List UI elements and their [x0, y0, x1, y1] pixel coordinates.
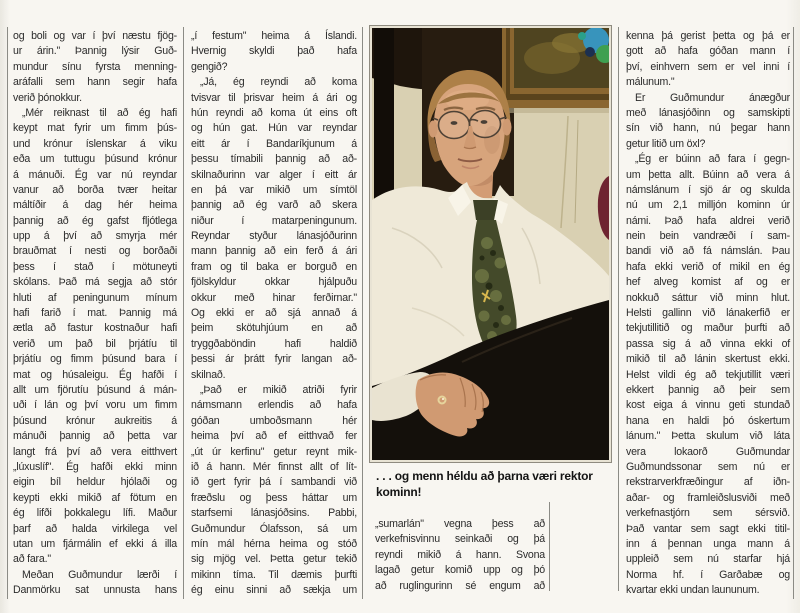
- article-column-1: [13, 29, 177, 598]
- text-line: Helsti gallinn við lánakerfið er: [626, 307, 790, 320]
- text-line: eða um tuttugu þúsund krónur: [13, 153, 177, 166]
- text-line: þrjátíu og fimm þúsund bara í: [13, 353, 177, 366]
- text-line: mundur sínu fyrsta menning-: [13, 60, 177, 73]
- text-line: skólans. Það má segja að stór: [13, 276, 177, 289]
- text-line: námi. Það hafa aldrei verið: [626, 214, 790, 227]
- text-line: verið þónokkur.: [13, 91, 82, 104]
- text-line: því, einhvern sem er vel inni í: [626, 60, 790, 73]
- column-rule-2-photo: [362, 27, 363, 599]
- photo-caption: [376, 469, 612, 500]
- text-line: mann þannig að ein ferð á ári: [191, 245, 357, 258]
- text-line: Það vantar sem sagt ekki titil-: [626, 522, 790, 535]
- text-line: þeim skötuhjúum en að: [191, 322, 357, 335]
- text-line: hafi farið í mat. Þannig má: [13, 307, 177, 320]
- text-line: þess í stað í mötuneyti: [13, 260, 177, 273]
- text-line: keypti ekki mikið af fötum en: [13, 491, 177, 504]
- text-line: og hún gat. Hún var reyndar: [191, 122, 357, 135]
- text-line: en þá var mikið um símtöl: [191, 183, 357, 196]
- text-line: á mánuði. Ég var nú reyndar: [13, 168, 177, 181]
- text-line: ekkert þannig að þeir sem: [626, 383, 790, 396]
- text-line: nokkuð sáttur við minn hlut.: [626, 291, 790, 304]
- text-line: hana en haldi þó óskertum: [626, 414, 790, 427]
- text-line: uppleið sem nú starfar hjá: [626, 553, 790, 566]
- article-column-3-below-photo: [375, 517, 545, 594]
- text-line: und krónur íslenskar á viku: [13, 137, 177, 150]
- text-line: gott að hafa góðan mann í: [626, 45, 790, 58]
- text-line: námsmann erlendis að hafa: [191, 399, 357, 412]
- text-line: Guðmundssonar sem nú er: [626, 460, 790, 473]
- text-line: kvartar ekki undan laununum.: [626, 584, 760, 597]
- text-line: „Mér reiknast til að ég hafi: [22, 106, 177, 119]
- text-line: námslánum í sjö ár og skulda: [626, 183, 790, 196]
- text-line: niður í matarpeningunum.: [191, 214, 357, 227]
- text-line: Hvernig skyldi það hafa: [191, 45, 357, 58]
- text-line: verið um það bil þrjátíu til: [13, 337, 177, 350]
- text-line: ætla að fastur kostnaður hafi: [13, 322, 177, 335]
- text-line: „Ég er búinn að fara í gegn-: [635, 153, 790, 166]
- text-line: með lánasjóðinn og samskipti: [626, 106, 790, 119]
- text-line: málunum.": [626, 76, 675, 89]
- text-line: reyndi mikið á hann. Svona: [375, 548, 545, 561]
- text-line: „út úr kerfinu" getur reynt mik-: [191, 445, 357, 458]
- text-line: vanur að borða tvær heitar: [13, 183, 177, 196]
- text-line: upp á því að smyrja mér: [13, 230, 177, 243]
- text-line: hluti af peningunum mínum: [13, 291, 177, 304]
- text-line: heima því að ef eitthvað fer: [191, 430, 357, 443]
- text-line: getur litið um öxl?: [626, 137, 706, 150]
- text-line: fræðslu og þess háttar um: [191, 491, 357, 504]
- text-line: fjölskyldur okkar hjálpuðu: [191, 276, 357, 289]
- text-line: þannig að ég gafst fljótlega: [13, 214, 177, 227]
- text-line: Og ekki er að sjá annað á: [191, 307, 357, 320]
- column-rule-right-edge: [793, 27, 794, 599]
- text-line: utan um fjármálin ef ekki á illa: [13, 537, 177, 550]
- text-line: kominn!: [376, 484, 422, 499]
- text-line: gengið?: [191, 60, 228, 73]
- text-line: tekjutillitið og maður þurfti að: [626, 322, 790, 335]
- text-line: ið á hann. Mér finnst allt of lít-: [191, 460, 357, 473]
- text-line: mikið til að lánin skertust ekki.: [626, 353, 790, 366]
- text-line: eitt ár í Bandaríkjunum á: [191, 137, 357, 150]
- text-line: bandi við að fá námslán. Þau: [626, 245, 790, 258]
- interview-photo: [369, 25, 612, 463]
- text-line: lánum." Þetta skulum við láta: [626, 430, 790, 443]
- column-rule-3-short: [549, 502, 550, 591]
- text-line: langt frá því að vera eitthvert: [13, 445, 177, 458]
- text-line: ur árin." Þannig lýsir Guð-: [13, 45, 177, 58]
- column-rule-photo-4: [618, 27, 619, 591]
- text-line: starfsemi lánasjóðsins. Pabbi,: [191, 507, 357, 520]
- text-line: inn á þennan unga mann á: [626, 537, 790, 550]
- text-line: mat og húsaleigu. Ég hafði í: [13, 368, 177, 381]
- text-line: brauðmat í nesti og borðaði: [13, 245, 177, 258]
- text-line: hún reyndi að koma út eins oft: [191, 106, 357, 119]
- text-line: þarf að halda virkilega vel: [13, 522, 177, 535]
- text-line: Norma hf. í Garðabæ og: [626, 568, 790, 581]
- article-column-4: [626, 29, 790, 598]
- text-line: ég einu sinni að sækja um: [191, 584, 357, 597]
- text-line: „sumarlán" vegna þess að: [375, 518, 545, 530]
- text-line: verkefnisvinnu seinkaði og þá: [375, 533, 545, 546]
- text-line: „Já, ég reyndi að koma: [200, 76, 357, 89]
- text-line: þúsund krónur aukreitis á: [13, 414, 177, 427]
- article-column-2: [191, 29, 357, 598]
- text-line: hafa ekki verið of mikil en ég: [626, 260, 790, 273]
- text-line: Reyndar styður lánasjóðurinn: [191, 230, 357, 243]
- text-line: okkur með hinar ferðirnar.": [191, 291, 357, 304]
- text-line: aðar- og framleiðslusviði með: [626, 491, 790, 504]
- text-line: kost eiga á vinnu geti stundað: [626, 399, 790, 412]
- text-line: sig mjög vel. Þetta getur tekið: [191, 553, 357, 566]
- text-line: tryggðaböndin hafi haldið: [191, 337, 357, 350]
- column-rule-left-edge: [7, 27, 8, 599]
- interview-photo-image: [372, 28, 609, 460]
- text-line: hef alveg komist af og er: [626, 276, 790, 289]
- text-line: þannig að ég varð að skera: [191, 199, 357, 212]
- text-line: Helst vildi ég að tekjutillit væri: [626, 368, 790, 381]
- text-line: fram og til baka er borguð en: [191, 260, 357, 273]
- text-line: mánuði þannig að þetta var: [13, 430, 177, 443]
- text-line: ið gert fyrir þá í sambandi við: [191, 476, 357, 489]
- text-line: ég lifði þokkalegu lífi. Maður: [13, 507, 177, 520]
- text-line: Danmörku sat unnusta hans: [13, 584, 177, 597]
- text-line: að ruglingurinn sé engum að: [375, 579, 545, 592]
- text-line: Er Guðmundur ánægður: [635, 91, 790, 104]
- text-line: skilnaðurinn var alger í eitt ár: [191, 168, 357, 181]
- text-line: Guðmundur Ólafsson, sá um: [191, 522, 357, 535]
- text-line: um þetta allt. Búinn að vera á: [626, 168, 790, 181]
- text-line: kenna þá gerist þetta og þá er: [626, 30, 790, 42]
- text-line: góðan umboðsmann hér: [191, 414, 357, 427]
- text-line: nú um 2,1 milljón kominn úr: [626, 199, 790, 212]
- text-line: þessu tímabili þannig að að-: [191, 153, 357, 166]
- text-line: Meðan Guðmundur lærði í: [22, 568, 177, 581]
- text-line: passa sig á að vinna ekki of: [626, 337, 790, 350]
- text-line: keypt mat fyrir um fimm þús-: [13, 122, 177, 135]
- text-line: mikinn tíma. Til dæmis þurfti: [191, 568, 357, 581]
- text-line: uði í lán og því voru um fimm: [13, 399, 177, 412]
- text-line: sín við hann, nú þegar hann: [626, 122, 790, 135]
- text-line: tvisvar til þrisvar heim á ári og: [191, 91, 357, 104]
- text-line: „í festum" heima á Íslandi.: [191, 30, 357, 42]
- text-line: . . . og menn héldu að þarna væri rektor: [376, 469, 593, 483]
- text-line: „Það er mikið atriði fyrir: [200, 383, 357, 396]
- text-line: nein bein vandræði í sam-: [626, 230, 790, 243]
- text-line: aráfalli sem hann segir hafa: [13, 76, 177, 89]
- text-line: máltíðir á dag hér heima: [13, 199, 177, 212]
- text-line: þessi ár þrátt fyrir langan að-: [191, 353, 357, 366]
- text-line: „lúxuslíf". Ég hafði ekki minn: [13, 460, 177, 473]
- text-line: rekstrarverkfræðingur af iðn-: [626, 476, 790, 489]
- text-line: verkefnastjórn sem sérsvið.: [626, 507, 790, 520]
- text-line: allt um fjörutíu þúsund á mán-: [13, 383, 177, 396]
- text-line: lagað getur komið upp og þó: [375, 564, 545, 577]
- text-line: og boli og var í því næstu fjög-: [13, 30, 177, 42]
- text-line: skilnað.: [191, 368, 226, 381]
- column-rule-1-2: [183, 27, 184, 599]
- text-line: að fara.": [13, 553, 51, 566]
- text-line: vera lokaorð Guðmundar: [626, 445, 790, 458]
- text-line: eigin bíl heldur hjólaði og: [13, 476, 177, 489]
- text-line: mín mál hérna heima og stóð: [191, 537, 357, 550]
